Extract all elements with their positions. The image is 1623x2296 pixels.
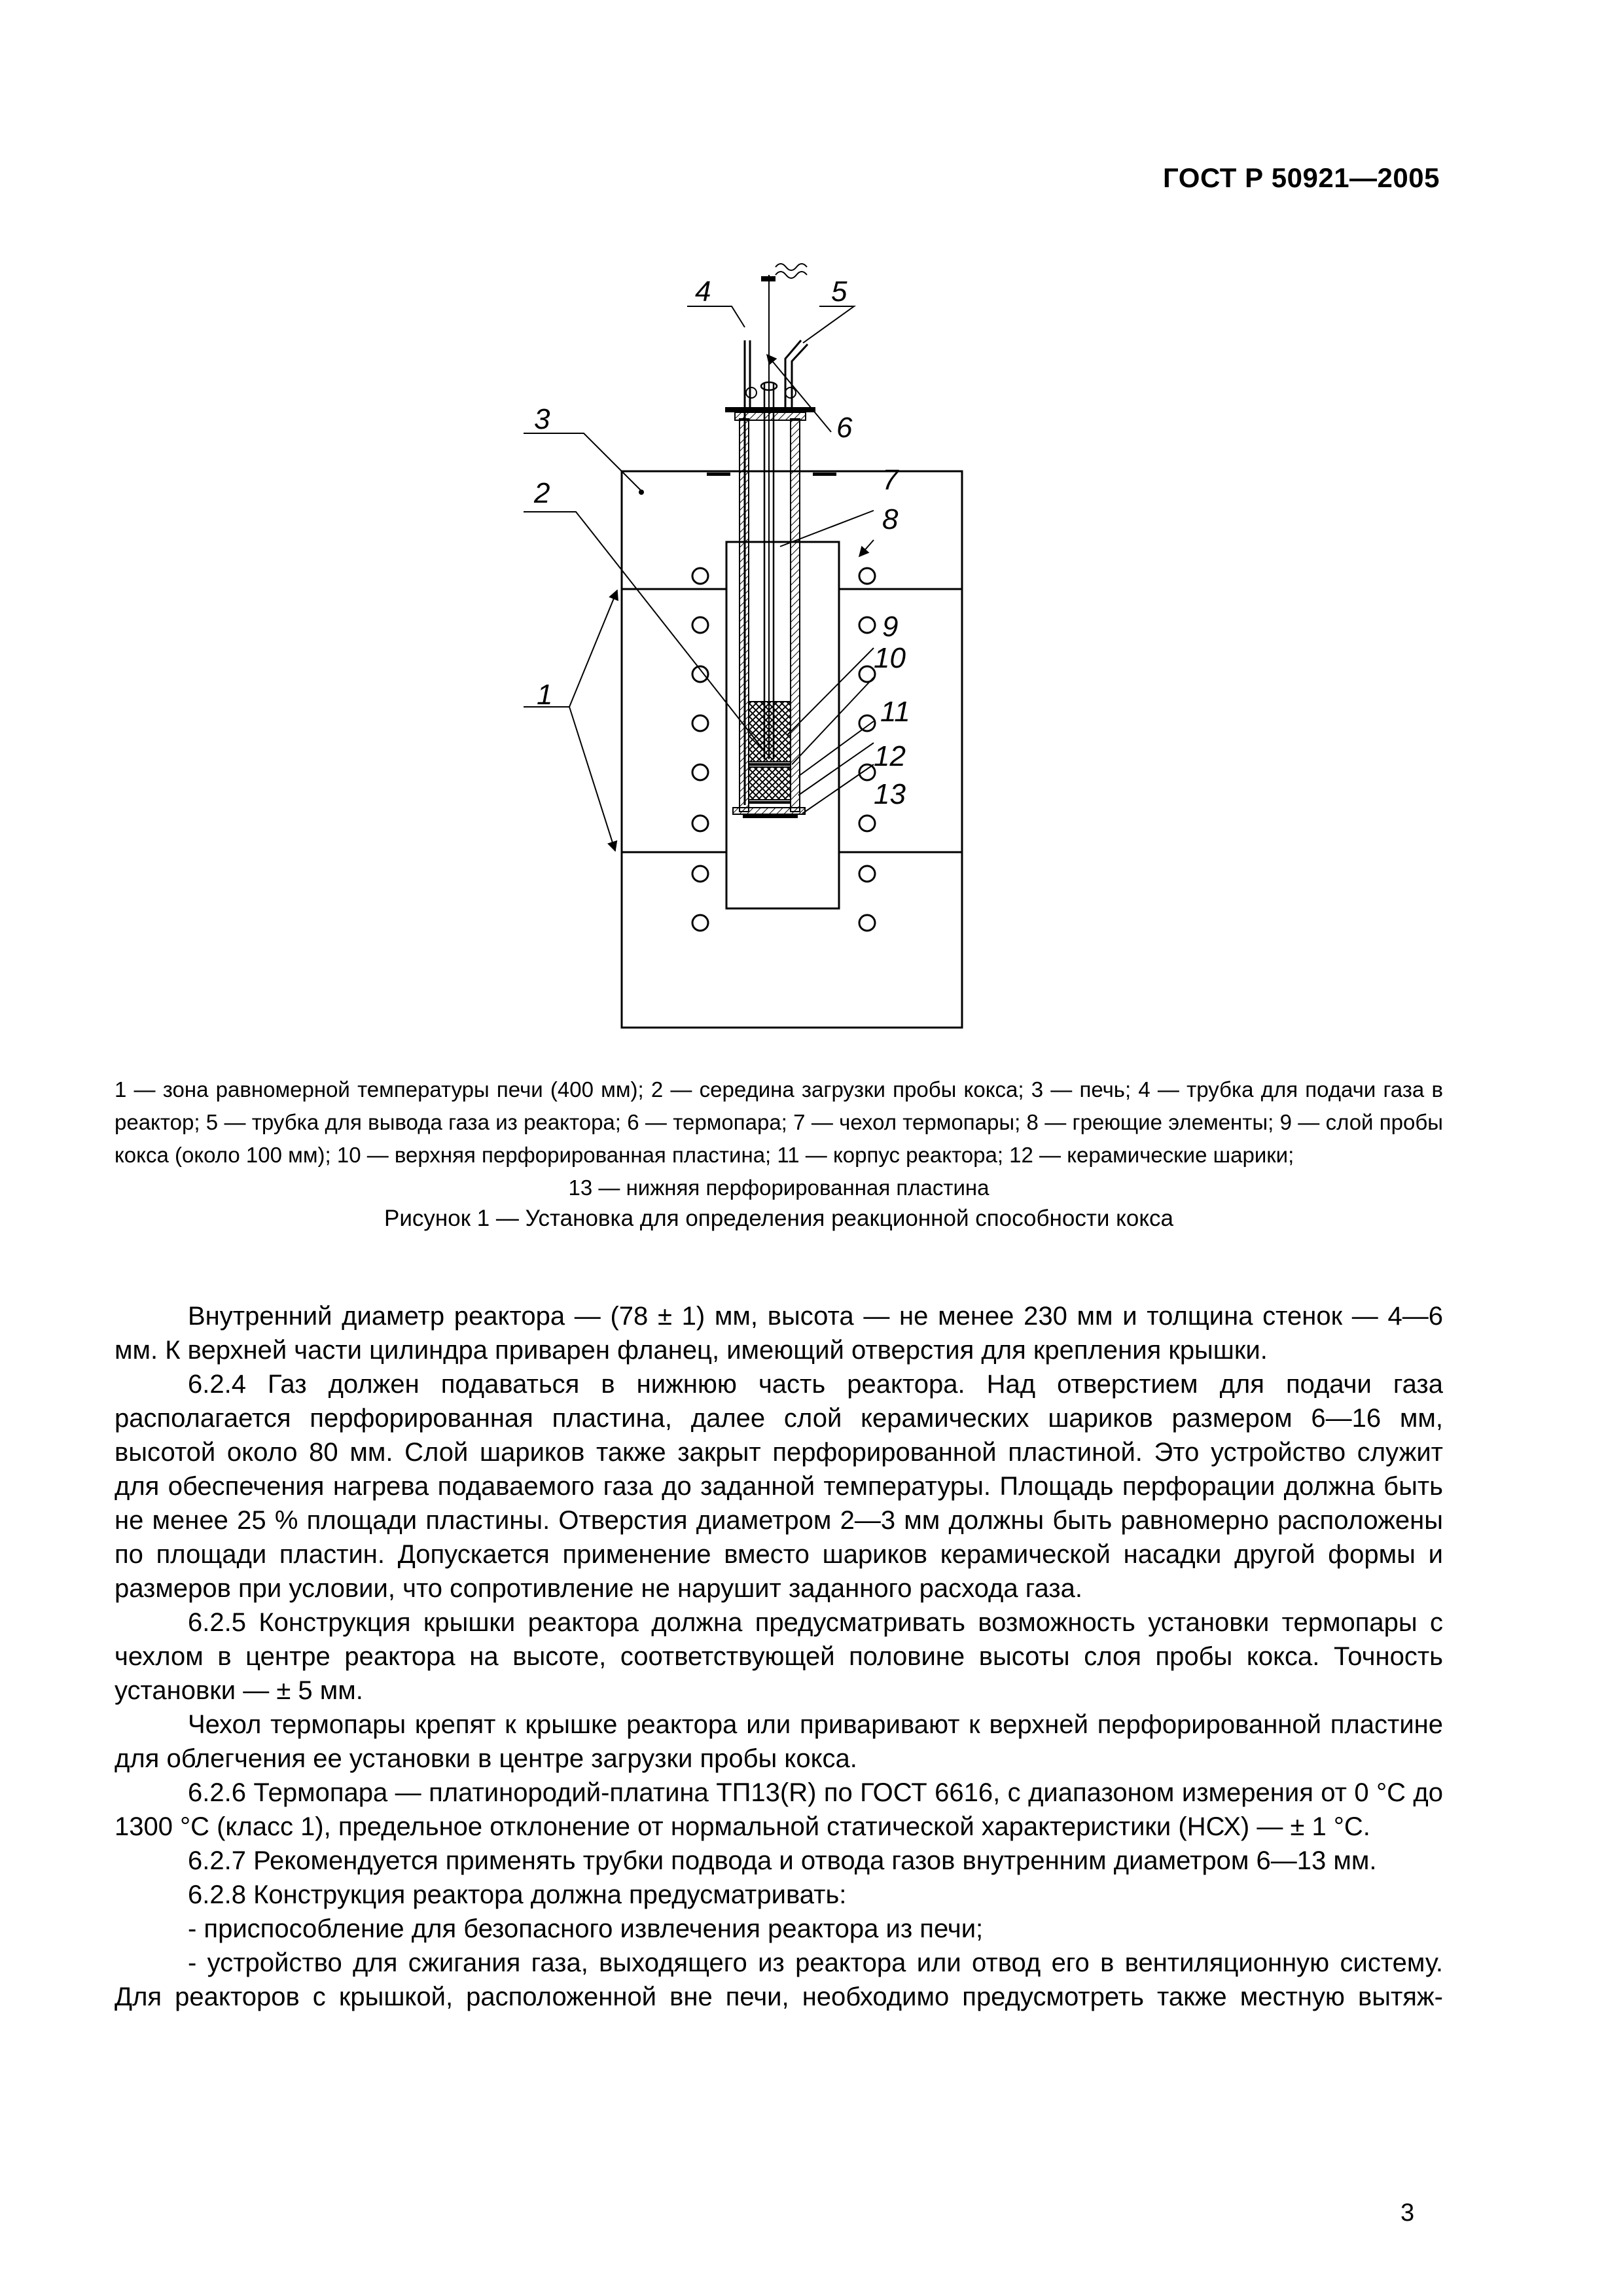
page-number: 3 (1400, 2199, 1415, 2227)
paragraph: - приспособление для безопасного извлечения реактора из печи; (188, 1914, 984, 1943)
label-9: 9 (882, 611, 899, 643)
label-7: 7 (882, 464, 899, 496)
figure-title: Рисунок 1 — Установка для определения реакционной способности кокса (384, 1206, 1173, 1231)
paragraph: - устройство для сжигания газа, выходящего из реактора или отвод его в вентиляционную систему. Для реакторов с крышкой, расположенной вне печи, необходимо предусмотреть также местную вытяж- (115, 1948, 1443, 2011)
paragraph: 6.2.7 Рекомендуется применять трубки подвода и отвода газов внутренним диаметром 6—13 мм. (188, 1846, 1377, 1875)
standard-header: ГОСТ Р 50921—2005 (1163, 162, 1440, 193)
label-1: 1 (537, 679, 553, 711)
paragraph: 6.2.8 Конструкция реактора должна предусматривать: (188, 1880, 847, 1909)
label-12: 12 (874, 740, 906, 772)
label-4: 4 (695, 276, 711, 308)
figure-legend (115, 1073, 1443, 1204)
label-13: 13 (874, 778, 906, 810)
label-2: 2 (534, 477, 550, 509)
label-6: 6 (836, 412, 853, 444)
paragraph: Внутренний диаметр реактора — (78 ± 1) мм, высота — не менее 230 мм и толщина стенок — 4—6 мм. К верхней части цилиндра приварен фланец, имеющий отверстия для крепления крышки. (115, 1302, 1443, 1365)
label-11: 11 (880, 696, 910, 728)
label-8: 8 (882, 503, 899, 535)
reactor-figure (510, 236, 1086, 1047)
label-5: 5 (831, 276, 847, 308)
paragraph: 6.2.4 Газ должен подаваться в нижнюю часть реактора. Над отверстием для подачи газа располагается перфорированная пластина, далее слой керамических шариков размером 6—16 мм, высотой около 80 мм. Слой шариков также закрыт перфорированной пластиной. Это устройство служит для обеспечения нагрева подаваемого газа до заданной температуры. Площадь перфорации должна быть не менее 25 % площади пластины. Отверстия диаметром 2—3 мм должны быть равномерно расположены по площади пластин. Допускается применение вместо шариков керамической насадки другой формы и размеров при условии, что сопротивление не нарушит заданного расхода газа. (115, 1370, 1443, 1603)
reactor-diagram (510, 236, 1086, 1047)
body-text (115, 1299, 1443, 2014)
legend-text: 1 — зона равномерной температуры печи (400 мм); 2 — середина загрузки пробы кокса; 3 — печь; 4 — трубка для подачи газа в реактор; 5 — трубка для вывода газа из реактора; 6 — термопара; 7 — чехол термопары; 8 — греющие элементы; 9 — слой пробы кокса (около 100 мм); 10 — верхняя перфорированная пластина; 11 — корпус реактора; 12 — керамические шарики; (115, 1077, 1443, 1167)
paragraph: Чехол термопары крепят к крышке реактора или приваривают к верхней перфорированной пластине для облегчения ее установки в центре загрузки пробы кокса. (115, 1710, 1443, 1773)
legend-text-last: 13 — нижняя перфорированная пластина (568, 1175, 990, 1200)
paragraph: 6.2.5 Конструкция крышки реактора должна предусматривать возможность установки термопары с чехлом в центре реактора на высоте, соответствующей половине высоты слоя пробы кокса. Точность установки — ± 5 мм. (115, 1608, 1443, 1705)
label-3: 3 (534, 403, 550, 435)
ceramic-balls (749, 767, 791, 800)
label-10: 10 (874, 642, 906, 674)
paragraph: 6.2.6 Термопара — платинородий-платина ТП13(R) по ГОСТ 6616, с диапазоном измерения от 0 °С до 1300 °С (класс 1), предельное отклонение от нормальной статической характеристики (НСХ) — ± 1 °С. (115, 1778, 1443, 1841)
